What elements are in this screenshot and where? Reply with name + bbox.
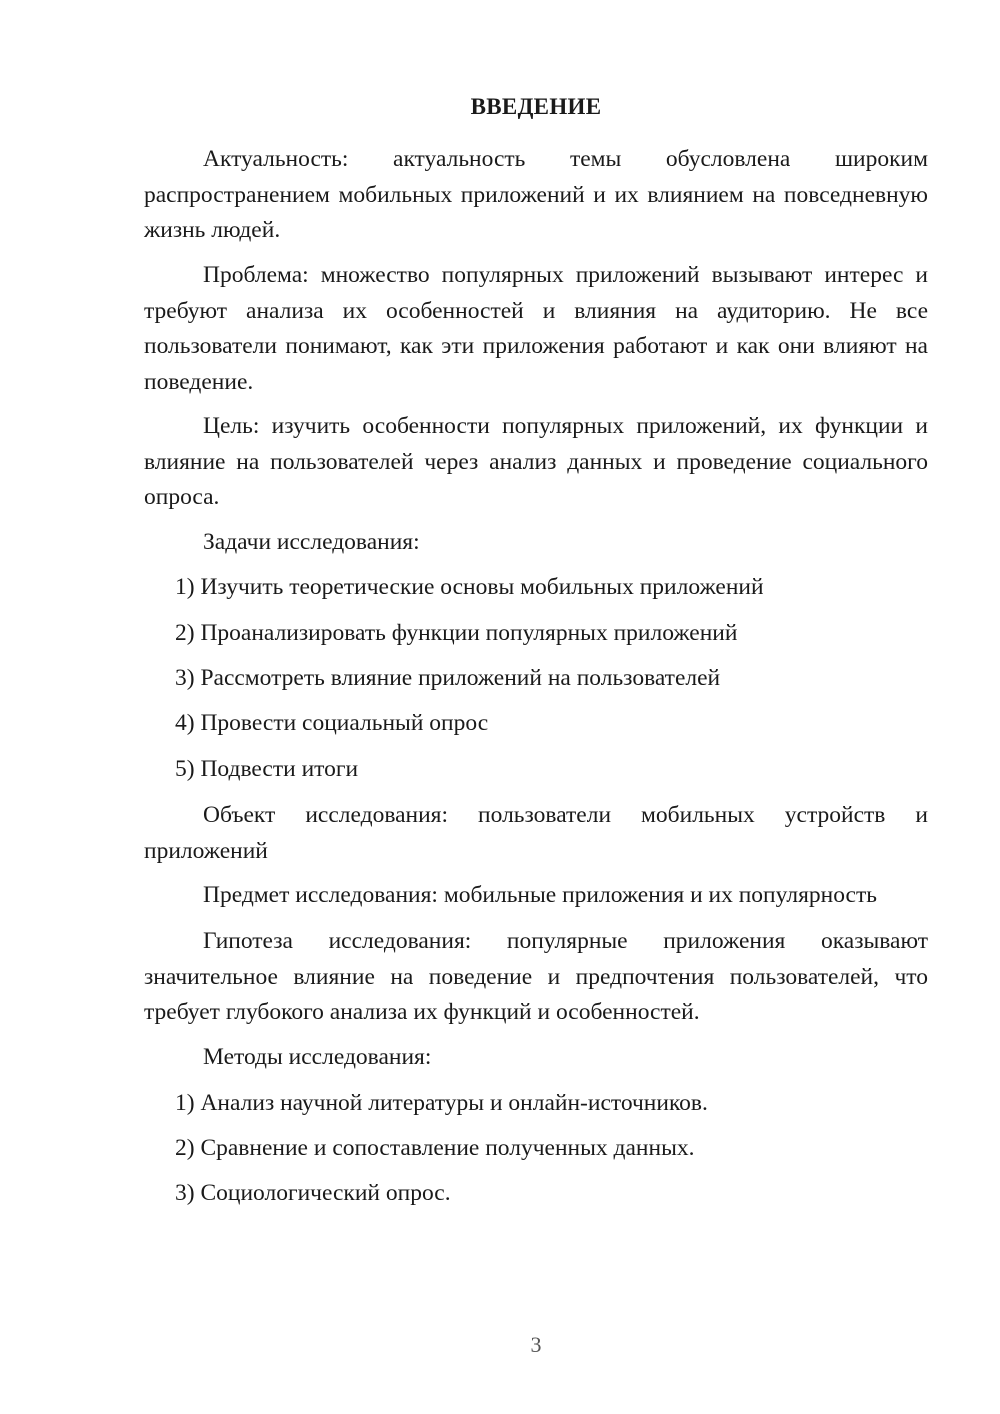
tasks-title: Задачи исследования: (203, 529, 420, 555)
method-item: 2) Сравнение и сопоставление полученных данных. (175, 1135, 695, 1161)
section-heading: ВВЕДЕНИЕ (470, 94, 602, 119)
method-item: 1) Анализ научной литературы и онлайн-источников. (175, 1090, 708, 1116)
task-item: 2) Проанализировать функции популярных приложений (175, 620, 738, 646)
task-item: 3) Рассмотреть влияние приложений на пользователей (175, 665, 721, 691)
task-item: 5) Подвести итоги (175, 756, 359, 782)
hypothesis-paragraph: Гипотеза исследования: популярные приложения оказывают значительное влияние на поведение и предпочтения пользователей, что требует глубокого анализа их функций и особенностей. (144, 928, 928, 1025)
methods-title: Методы исследования: (203, 1044, 432, 1070)
task-item: 1) Изучить теоретические основы мобильных приложений (175, 574, 764, 600)
object-paragraph: Объект исследования: пользователи мобильных устройств и приложений (144, 802, 928, 864)
problem-paragraph: Проблема: множество популярных приложений вызывают интерес и требуют анализа их особенностей и влияния на аудиторию. Не все пользователи понимают, как эти приложения работают и как они влияют на поведение. (144, 262, 928, 395)
goal-paragraph: Цель: изучить особенности популярных приложений, их функции и влияние на пользователей через анализ данных и проведение социального опроса. (144, 413, 928, 510)
subject-paragraph: Предмет исследования: мобильные приложения и их популярность (203, 882, 877, 908)
relevance-paragraph: Актуальность: актуальность темы обусловлена широким распространением мобильных приложений и их влиянием на повседневную жизнь людей. (144, 146, 928, 243)
task-item: 4) Провести социальный опрос (175, 710, 489, 736)
method-item: 3) Социологический опрос. (175, 1180, 451, 1206)
page-number: 3 (530, 1332, 542, 1357)
